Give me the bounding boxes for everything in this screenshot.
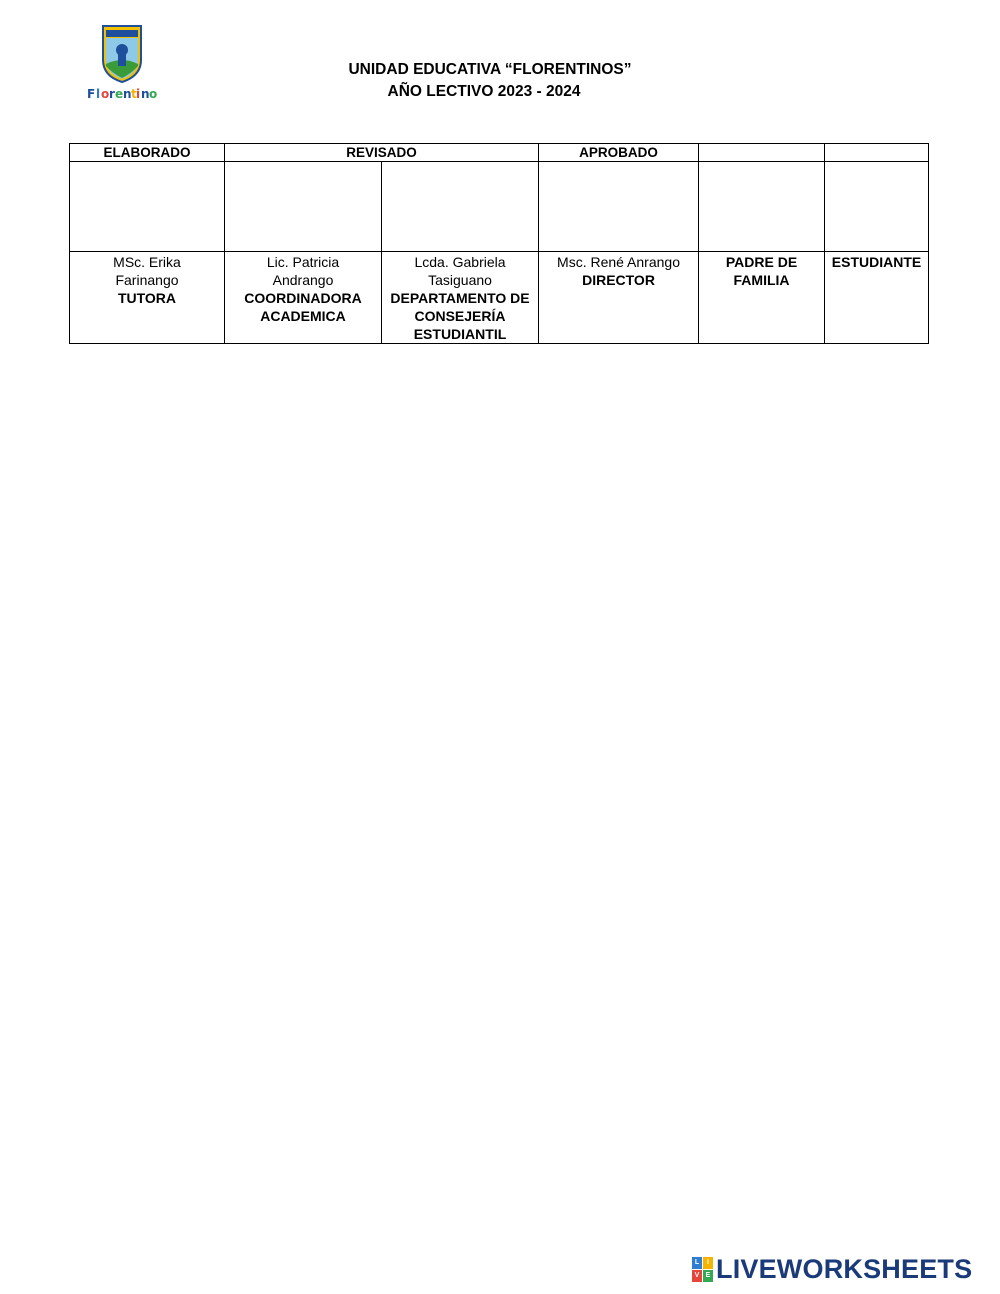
signatory-row	[70, 252, 929, 344]
school-logo	[84, 22, 160, 104]
svg-text:l: l	[96, 87, 101, 101]
signatory-name: Tasiguano	[428, 272, 492, 288]
signature-space[interactable]	[70, 162, 225, 252]
signatory-consejeria	[382, 252, 539, 344]
svg-text:e: e	[115, 87, 124, 101]
header-blank-2	[825, 144, 929, 162]
signatory-tutora	[70, 252, 225, 344]
svg-text:i: i	[136, 87, 141, 101]
signatory-role: PADRE DE FAMILIA	[725, 254, 798, 288]
signature-space-row	[70, 162, 929, 252]
header-elaborado: ELABORADO	[70, 144, 225, 162]
brand-mark-letter: E	[703, 1270, 713, 1282]
svg-text:o: o	[101, 87, 110, 101]
brand-mark-letter: V	[692, 1270, 702, 1282]
school-year: AÑO LECTIVO 2023 - 2024	[387, 83, 581, 100]
signatory-estudiante	[825, 252, 929, 344]
signatory-name: Lcda. Gabriela	[414, 254, 506, 270]
signature-space[interactable]	[699, 162, 825, 252]
svg-text:o: o	[149, 87, 158, 101]
signature-space[interactable]	[225, 162, 382, 252]
svg-text:F: F	[87, 87, 96, 101]
signature-table	[69, 143, 929, 344]
signatory-role: COORDINADORA ACADEMICA	[244, 290, 362, 324]
signatory-name: Msc. René Anrango	[557, 254, 680, 270]
liveworksheets-logo-icon	[692, 1257, 713, 1282]
brand-mark-letter: L	[692, 1257, 702, 1269]
signature-space[interactable]	[382, 162, 539, 252]
signatory-name: Andrango	[272, 272, 334, 288]
signatory-padre-de-familia	[699, 252, 825, 344]
svg-text:n: n	[123, 87, 132, 101]
signatory-role: ESTUDIANTE	[831, 254, 922, 270]
signature-space[interactable]	[539, 162, 699, 252]
signatory-role: DIRECTOR	[582, 272, 655, 288]
school-name: UNIDAD EDUCATIVA “FLORENTINOS”	[348, 61, 632, 78]
svg-text:r: r	[109, 87, 115, 101]
header-blank-1	[699, 144, 825, 162]
signatory-name: MSc. Erika	[113, 254, 181, 270]
signatory-name: Lic. Patricia	[266, 254, 340, 270]
header-revisado: REVISADO	[225, 144, 539, 162]
svg-text:n: n	[141, 87, 150, 101]
brand-mark-letter: I	[703, 1257, 713, 1269]
signature-header-row	[70, 144, 929, 162]
header-aprobado: APROBADO	[539, 144, 699, 162]
signatory-name: Farinango	[115, 272, 179, 288]
liveworksheets-brand[interactable]	[692, 1255, 972, 1283]
signature-space[interactable]	[825, 162, 929, 252]
signatory-coordinadora	[225, 252, 382, 344]
signatory-role: TUTORA	[117, 290, 177, 306]
signatory-role: DEPARTAMENTO DE CONSEJERÍA ESTUDIANTIL	[390, 290, 530, 342]
svg-text:t: t	[131, 87, 137, 101]
liveworksheets-wordmark: LIVEWORKSHEETS	[716, 1253, 973, 1284]
signatory-director	[539, 252, 699, 344]
